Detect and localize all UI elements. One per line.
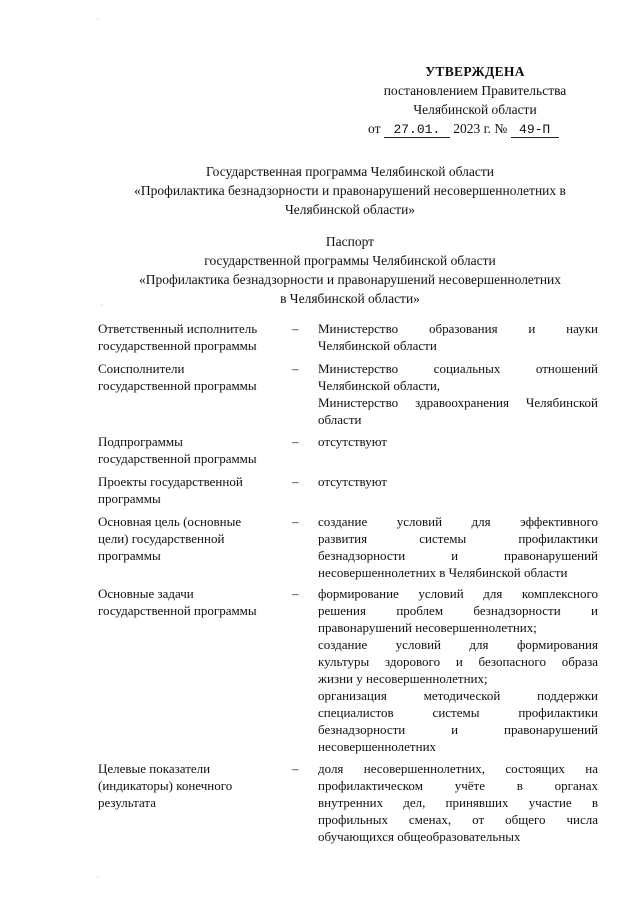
scan-speck: · bbox=[96, 872, 99, 882]
row-label-line: программы bbox=[98, 548, 161, 563]
row-value-line: развития системы профилактики bbox=[318, 531, 598, 546]
passport-title-line-4: в Челябинской области» bbox=[280, 291, 420, 306]
row-value-line: области bbox=[318, 412, 362, 427]
row-value-line: профильных сменах, от общего числа bbox=[318, 812, 598, 827]
passport-title-line-1: Паспорт bbox=[325, 234, 375, 249]
row-value bbox=[318, 513, 598, 581]
program-title-line-3: Челябинской области» bbox=[284, 202, 416, 217]
approval-line-3: Челябинской области bbox=[413, 102, 537, 117]
row-value-line: создание условий для формирования bbox=[318, 637, 598, 652]
row-value bbox=[318, 433, 598, 450]
row-dash: – bbox=[292, 514, 299, 529]
row-value-line: создание условий для эффективного bbox=[318, 514, 598, 529]
row-dash: – bbox=[292, 474, 299, 489]
row-dash: – bbox=[292, 761, 299, 776]
approval-date-line bbox=[360, 119, 590, 138]
row-value-line: Министерство образования и науки bbox=[318, 321, 598, 336]
row-label-line: государственной программы bbox=[98, 338, 257, 353]
row-value-line: правонарушений несовершеннолетних; bbox=[318, 620, 537, 635]
row-value-line: культуры здорового и безопасного образа bbox=[318, 654, 598, 669]
row-label bbox=[98, 433, 276, 467]
row-dash: – bbox=[292, 434, 299, 449]
approval-date: 27.01. bbox=[384, 122, 450, 138]
row-value-line: безнадзорности и правонарушений bbox=[318, 548, 598, 563]
row-label-line: цели) государственной bbox=[98, 531, 225, 546]
approval-line-2: постановлением Правительства bbox=[383, 83, 567, 98]
row-value bbox=[318, 473, 598, 490]
row-label-line: государственной программы bbox=[98, 603, 257, 618]
row-value-line: Челябинской области, bbox=[318, 378, 441, 393]
row-value-line: внутренних дел, принявших участие в bbox=[318, 795, 598, 810]
passport-title-line-3: «Профилактика безнадзорности и правонарушений несовершеннолетних bbox=[138, 272, 562, 287]
program-title-line-1: Государственная программа Челябинской области bbox=[206, 164, 494, 179]
row-value-line: жизни у несовершеннолетних; bbox=[318, 671, 488, 686]
row-label-line: государственной программы bbox=[98, 451, 257, 466]
row-label bbox=[98, 473, 276, 507]
row-label-line: Основные задачи bbox=[98, 586, 194, 601]
approval-stamp bbox=[360, 62, 590, 138]
passport-title-line-2: государственной программы Челябинской области bbox=[204, 253, 496, 268]
row-label-line: результата bbox=[98, 795, 157, 810]
row-value-line: несовершеннолетних bbox=[318, 739, 437, 754]
approval-from-label: от bbox=[368, 121, 381, 136]
row-value-line: Министерство здравоохранения Челябинской bbox=[318, 395, 598, 410]
row-label bbox=[98, 360, 276, 394]
row-value-line: доля несовершеннолетних, состоящих на bbox=[318, 761, 598, 776]
row-value-line: Челябинской области bbox=[318, 338, 437, 353]
row-label-line: Подпрограммы bbox=[98, 434, 183, 449]
row-label bbox=[98, 760, 276, 811]
row-value-line: формирование условий для комплексного bbox=[318, 586, 598, 601]
row-label-line: государственной программы bbox=[98, 378, 257, 393]
row-value-line: безнадзорности и правонарушений bbox=[318, 722, 598, 737]
row-value-line: организация методической поддержки bbox=[318, 688, 598, 703]
approval-year: 2023 г. № bbox=[453, 121, 508, 136]
row-value-line: профилактическом учёте в органах bbox=[318, 778, 598, 793]
approval-title: УТВЕРЖДЕНА bbox=[425, 64, 525, 79]
row-label-line: Проекты государственной bbox=[98, 474, 243, 489]
row-label-line: Целевые показатели bbox=[98, 761, 211, 776]
scan-speck: · bbox=[100, 300, 103, 310]
row-value bbox=[318, 760, 598, 845]
row-label bbox=[98, 585, 276, 619]
scan-speck: · bbox=[96, 14, 99, 24]
row-label bbox=[98, 513, 276, 564]
row-value-line: несовершеннолетних в Челябинской области bbox=[318, 565, 568, 580]
row-label-line: (индикаторы) конечного bbox=[98, 778, 233, 793]
row-label-line: Ответственный исполнитель bbox=[98, 321, 258, 336]
row-dash: – bbox=[292, 586, 299, 601]
row-label-line: Основная цель (основные bbox=[98, 514, 242, 529]
row-value-line: специалистов системы профилактики bbox=[318, 705, 598, 720]
row-label-line: Соисполнители bbox=[98, 361, 185, 376]
row-value bbox=[318, 320, 598, 354]
passport-title bbox=[95, 232, 605, 308]
program-title-line-2: «Профилактика безнадзорности и правонарушений несовершеннолетних в bbox=[134, 183, 566, 198]
row-value-line: отсутствуют bbox=[318, 434, 387, 449]
program-title bbox=[95, 162, 605, 219]
row-value-line: отсутствуют bbox=[318, 474, 387, 489]
row-value bbox=[318, 585, 598, 755]
row-label-line: программы bbox=[98, 491, 161, 506]
row-value-line: обучающихся общеобразовательных bbox=[318, 829, 521, 844]
row-value bbox=[318, 360, 598, 428]
row-value-line: решения проблем безнадзорности и bbox=[318, 603, 598, 618]
row-dash: – bbox=[292, 321, 299, 336]
approval-number: 49-П bbox=[511, 122, 559, 138]
row-value-line: Министерство социальных отношений bbox=[318, 361, 598, 376]
row-label bbox=[98, 320, 276, 354]
row-dash: – bbox=[292, 361, 299, 376]
